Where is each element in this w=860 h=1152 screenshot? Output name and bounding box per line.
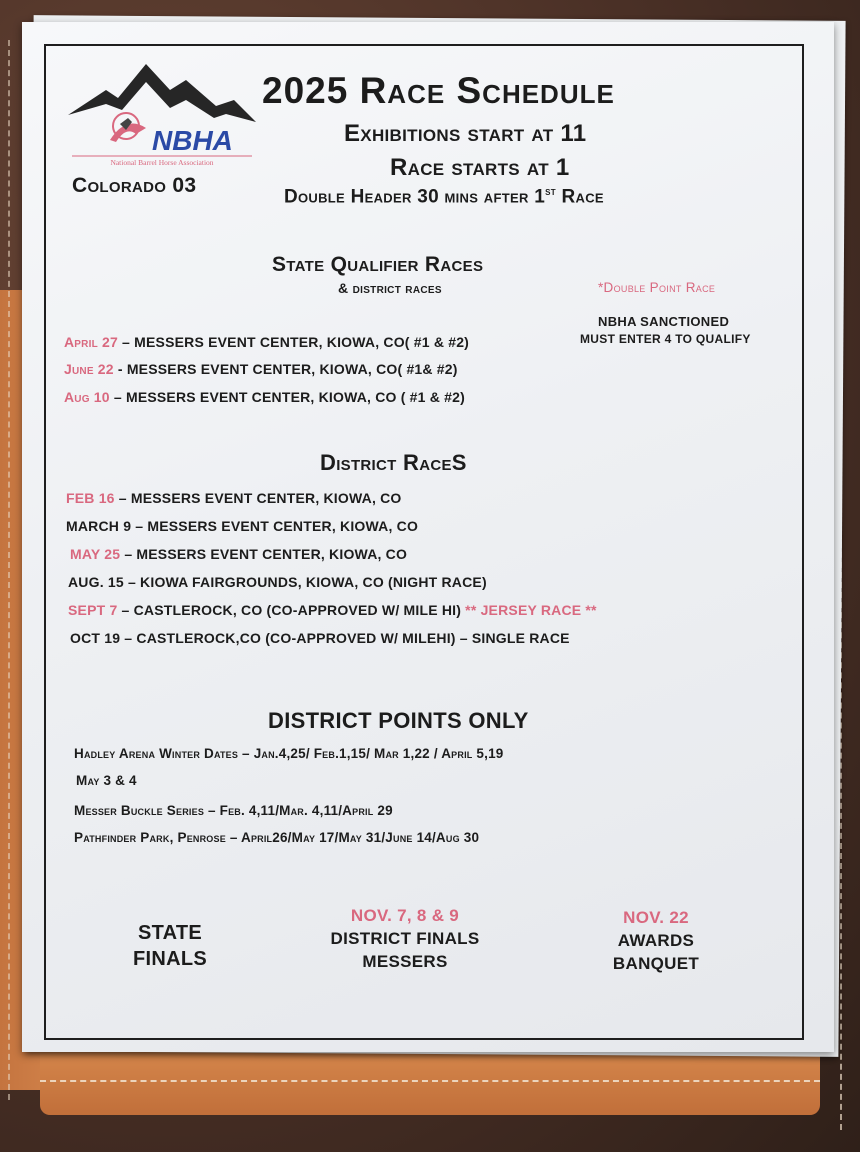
sanctioned-note: NBHA SANCTIONED — [598, 314, 730, 329]
list-item: FEB 16 – MESSERS EVENT CENTER, KIOWA, CO — [66, 490, 402, 506]
list-item: May 3 & 4 — [76, 773, 137, 788]
list-item: Messer Buckle Series – Feb. 4,11/Mar. 4,11/April 29 — [74, 803, 393, 818]
list-item: AUG. 15 – KIOWA FAIRGROUNDS, KIOWA, CO (NIGHT RACE) — [68, 574, 487, 590]
state-finals: STATE FINALS — [132, 922, 208, 970]
district-finals: NOV. 7, 8 & 9 DISTRICT FINALS MESSERS — [330, 906, 480, 971]
list-item: MARCH 9 – MESSERS EVENT CENTER, KIOWA, CO — [66, 518, 419, 534]
list-item: MAY 25 – MESSERS EVENT CENTER, KIOWA, CO — [70, 546, 408, 562]
logo-text: NBHA — [152, 125, 233, 156]
list-item: Aug 10 – MESSERS EVENT CENTER, KIOWA, CO ( #1 & #2) — [64, 389, 465, 405]
barrel-rider-icon — [110, 113, 146, 142]
list-item: OCT 19 – CASTLEROCK,CO (CO-APPROVED W/ MILEHI) – SINGLE RACE — [70, 630, 570, 646]
exhibitions-line: Exhibitions start at 11 — [344, 120, 587, 147]
state-qualifier-subheading: & district races — [338, 280, 442, 296]
awards-banquet: NOV. 22 AWARDS BANQUET — [612, 908, 700, 973]
qualify-note: MUST ENTER 4 TO QUALIFY — [580, 332, 751, 346]
list-item: June 22 - MESSERS EVENT CENTER, KIOWA, CO( #1& #2) — [64, 361, 458, 377]
list-item: Pathfinder Park, Penrose – April26/May 17/May 31/June 14/Aug 30 — [74, 830, 480, 845]
stitching — [40, 1080, 820, 1082]
state-qualifier-heading: State Qualifier Races — [272, 253, 484, 276]
list-item: April 27 – MESSERS EVENT CENTER, KIOWA, CO( #1 & #2) — [64, 334, 470, 350]
mountains-icon — [68, 64, 256, 122]
stitching-left — [8, 40, 10, 1100]
double-point-note: *Double Point Race — [598, 280, 716, 295]
list-item: SEPT 7 – CASTLEROCK, CO (CO-APPROVED W/ MILE HI) ** JERSEY RACE ** — [68, 602, 597, 618]
list-item: Hadley Arena Winter Dates – Jan.4,25/ Feb.1,15/ Mar 1,22 / April 5,19 — [74, 746, 504, 761]
logo-subtext: National Barrel Horse Association — [110, 158, 214, 167]
district-name: Colorado 03 — [72, 174, 197, 197]
points-only-heading: DISTRICT POINTS ONLY — [268, 708, 529, 733]
page-title: 2025 Race Schedule — [262, 70, 615, 111]
nbha-logo — [66, 60, 258, 180]
district-races-heading: District RaceS — [320, 450, 467, 475]
double-header-line: Double Header 30 mins after 1st Race — [284, 186, 604, 208]
race-start-line: Race starts at 1 — [390, 154, 570, 181]
